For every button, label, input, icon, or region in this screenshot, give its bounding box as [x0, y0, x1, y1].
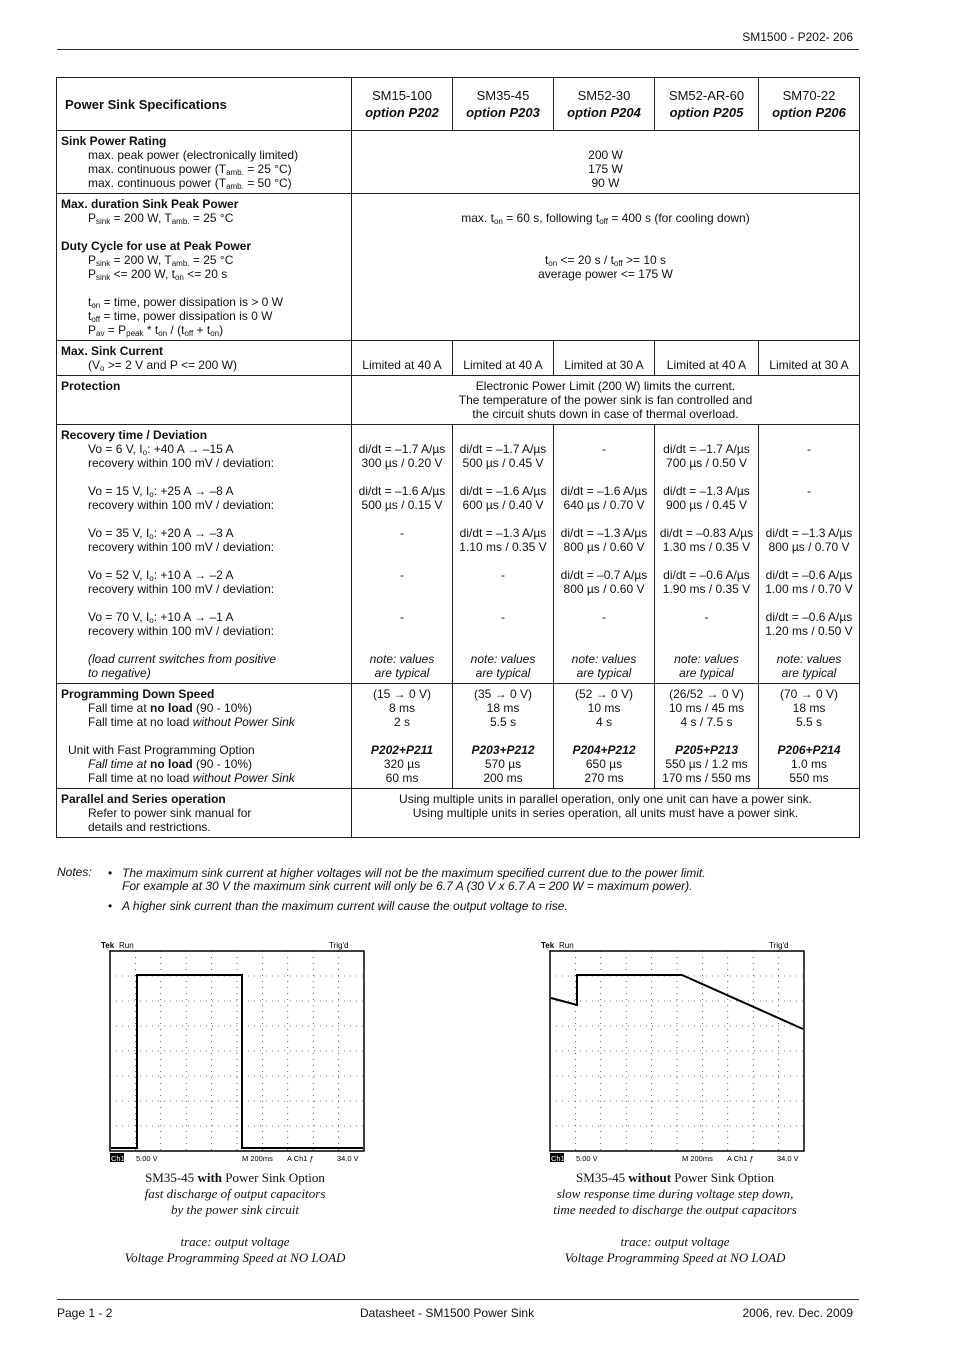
scope-trigger-source: A Ch1 ƒ: [287, 1154, 314, 1163]
table-row-duty-cycle: Max. duration Sink Peak Power $P_{sink} = 200$ W, $T_{amb.} = 25$ °C Duty Cycle for use at Peak Power $P_{sink} = 200$ W, $T_{amb.} = 25$ °C $P_{sink} <= 200$ W, $t_{on} <= 20$ s $t_{on}$ = time, power dissipation is > 0 W $t_{off}$ = time, power dissipation is 0 W $P_{av} = P_{peak} * t_{on} / (t_{off} + t_{on})$ max. $t_{on} = 60$ s, following $t_{off} = 400$ s (for cooling down) $t_{on} <= 20$ $s / t_{off} >= 10$ s average power <= 175 W: [57, 194, 860, 341]
scope-brand-label: Tek: [541, 941, 555, 950]
header-rule: [57, 49, 859, 50]
scope-caption-without-power-sink: SM35-45 without Power Sink Option slow response time during voltage step down, time needed to discharge the output capacitors trace: output voltage Voltage Programming Speed at NO LOAD: [553, 1170, 797, 1265]
footer-rule: [57, 1299, 859, 1300]
table-row-parallel-series: Parallel and Series operation Refer to power sink manual for details and restrictions. Using multiple units in parallel operation, only one unit can have a power sink. Using multiple units in series operation, all units must have a power sink.: [57, 789, 860, 838]
table-row-protection: Protection Electronic Power Limit (200 W) limits the current. The temperature of the power sink is fan controlled and the circuit shuts down in case of thermal overload.: [57, 376, 860, 425]
scope-channel-label: Ch1: [551, 1154, 565, 1163]
col-header-5: SM70-22 option P206: [759, 78, 860, 131]
col-header-3: SM52-30 option P204: [554, 78, 655, 131]
scope-brand-label: Tek: [101, 941, 115, 950]
table-title: Power Sink Specifications: [57, 78, 352, 131]
scope-trig-label: Trig'd: [769, 941, 789, 950]
table-row-sink-power: Sink Power Rating max. peak power (electronically limited) max. continuous power ($T_{amb.} = 25$ °C) max. continuous power ($T_{amb.} = 50$ °C) 200 W 175 W 90 W: [57, 131, 860, 194]
scope-volts-div: 5.00 V: [576, 1154, 598, 1163]
scope-trigger-source: A Ch1 ƒ: [727, 1154, 754, 1163]
footer-revision: 2006, rev. Dec. 2009: [742, 1306, 853, 1320]
scope-run-label: Run: [559, 941, 574, 950]
scope-caption-with-power-sink: SM35-45 with Power Sink Option fast discharge of output capacitors by the power sink circuit trace: output voltage Voltage Programming Speed at NO LOAD: [124, 1170, 346, 1265]
scope-trig-label: Trig'd: [329, 941, 349, 950]
scope-timebase: M 200ms: [242, 1154, 273, 1163]
table-row-max-current: Max. Sink Current ($V_o >= 2$ V and P <= 200 W) Limited at 40 A Limited at 40 A Limited at 30 A Limited at 40 A Limited at 30 A: [57, 341, 860, 376]
scope-channel-label: Ch1: [111, 1154, 125, 1163]
oscilloscope-screen-with-power-sink: [100, 938, 368, 1166]
document-reference: SM1500 - P202- 206: [742, 30, 853, 44]
col-header-1: SM15-100 option P202: [352, 78, 453, 131]
table-row-recovery: Recovery time / Deviation Vo = 6 V, $I_o$: +40 A → –15 A recovery within 100 mV / deviation: Vo = 15 V, $I_o$: +25 A → –8 A recovery within 100 mV / deviation: Vo = 35 V, $I_o$: +20 A → –3 A recovery within 100 mV / deviation: Vo = 52 V, $I_o$: +10 A → –2 A recovery within 100 mV / deviation: Vo = 70 V, $I_o$: +10 A → –1 A recovery within 100 mV / deviation: (load current switches from positive to negative) di/dt = –1.7 A/µs 300 µs / 0.20 V di/dt = –1.6 A/µs 500 µs / 0.15 V - - - note: values are typical di/dt = –1.7 A/µs 500 µs / 0.45 V di/dt = –1.6 A/µs 600 µs / 0.40 V di/dt = –1.3 A/µs 1.10 ms / 0.35 V - - note: values are typical - di/dt = –1.6 A/µs 640 µs / 0.70 V di/dt = –1.3 A/µs 800 µs / 0.60 V di/dt = –0.7 A/µs 800 µs / 0.60 V - note: values are typical di/dt = –1.7 A/µs 700 µs / 0.50 V di/dt = –1.3 A/µs 900 µs / 0.45 V di/dt = –0.83 A/µs 1.30 ms / 0.35 V di/dt = –0.6 A/µs 1.90 ms / 0.35 V - note: values are typical - - di/dt = –1.3 A/µs 800 µs / 0.70 V di/dt = –0.6 A/µs 1.00 ms / 0.70 V di/dt = –0.6 A/µs 1.20 ms / 0.50 V note: values are typical: [57, 425, 860, 684]
oscilloscope-screen-without-power-sink: [540, 938, 808, 1166]
col-header-2: SM35-45 option P203: [453, 78, 554, 131]
scope-trigger-level: 34.0 V: [777, 1154, 799, 1163]
footer-page-number: Page 1 - 2: [57, 1306, 113, 1320]
notes-label: Notes:: [57, 865, 92, 879]
power-sink-spec-table: [56, 77, 860, 838]
footer-title: Datasheet - SM1500 Power Sink: [360, 1306, 535, 1320]
table-header-row: [57, 78, 860, 131]
scope-trigger-level: 34.0 V: [337, 1154, 359, 1163]
scope-run-label: Run: [119, 941, 134, 950]
scope-volts-div: 5.00 V: [136, 1154, 158, 1163]
col-header-4: SM52-AR-60 option P205: [655, 78, 759, 131]
table-row-programming-speed: Programming Down Speed Fall time at no load (90 - 10%) Fall time at no load without Power Sink Unit with Fast Programming Option Fall time at no load (90 - 10%) Fall time at no load without Power Sink (15 → 0 V) 8 ms 2 s P202+P211 320 µs 60 ms (35 → 0 V) 18 ms 5.5 s P203+P212 570 µs 200 ms (52 → 0 V) 10 ms 4 s P204+P212 650 µs 270 ms (26/52 → 0 V) 10 ms / 45 ms 4 s / 7.5 s P205+P213 550 µs / 1.2 ms 170 ms / 550 ms (70 → 0 V) 18 ms 5.5 s P206+P214 1.0 ms 550 ms: [57, 684, 860, 789]
scope-timebase: M 200ms: [682, 1154, 713, 1163]
